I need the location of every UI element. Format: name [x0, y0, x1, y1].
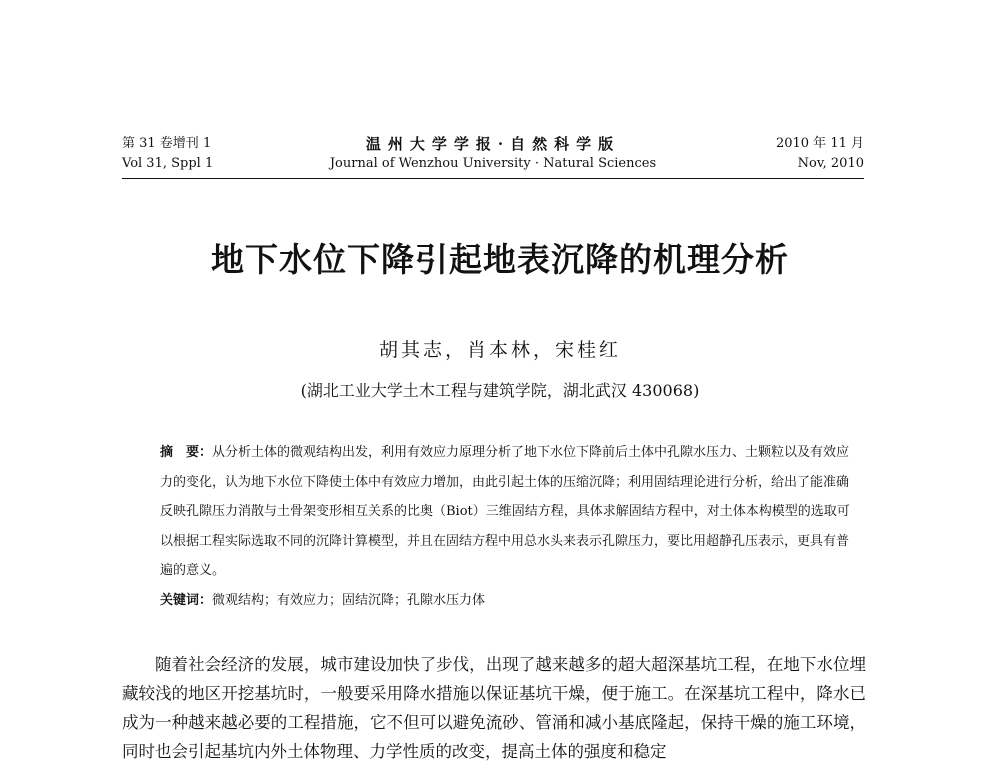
volume-en: Vol 31, Sppl 1: [122, 156, 214, 171]
author-list: 胡其志，肖本林，宋桂红: [378, 339, 621, 361]
abstract-paragraph: [160, 438, 860, 586]
author-affiliation: (湖北工业大学土木工程与建筑学院，湖北武汉 430068): [300, 381, 700, 400]
journal-name-en: Journal of Wenzhou University · Natural Sciences: [329, 156, 657, 171]
keywords-paragraph: [160, 586, 860, 616]
volume-cn: 第 31 卷增刊 1: [122, 136, 212, 151]
journal-name: [122, 134, 864, 174]
keywords-text: 微观结构；有效应力；固结沉降；孔隙水压力体: [212, 592, 486, 608]
date-en: Nov, 2010: [797, 156, 864, 171]
date-cn: 2010 年 11 月: [775, 136, 864, 151]
paper-title: 地下水位下降引起地表沉降的机理分析: [211, 240, 789, 279]
body-text: [122, 650, 866, 766]
keywords-label: 关键词：: [160, 592, 213, 608]
abstract-section: [160, 438, 860, 616]
journal-name-cn: 温州大学学报·自然科学版: [365, 135, 621, 153]
running-header: [122, 134, 864, 178]
abstract-label: 摘 要：: [160, 445, 213, 460]
issue-date: [776, 134, 864, 174]
body-paragraph: 随着社会经济的发展，城市建设加快了步伐，出现了越来越多的超大超深基坑工程，在地下水位埋藏较浅的地区开挖基坑时，一般要采用降水措施以保证基坑干燥，便于施工。在深基坑工程中，降水已成为一种越来越必要的工程措施，它不但可以避免流砂、管涌和减小基底隆起，保持干燥的施工环境，同时也会引起基坑内外土体物理、力学性质的改变，提高土体的强度和稳定: [122, 655, 866, 761]
header-rule: [122, 178, 864, 179]
abstract-text: 从分析土体的微观结构出发，利用有效应力原理分析了地下水位下降前后土体中孔隙水压力、土颗粒以及有效应力的变化，认为地下水位下降使土体中有效应力增加，由此引起土体的压缩沉降；利用固结理论进行分析，给出了能准确反映孔隙压力消散与土骨架变形相互关系的比奥（Biot）三维固结方程，具体求解固结方程中，对土体本构模型的选取可以根据工程实际选取不同的沉降计算模型，并且在固结方程中用总水头来表示孔隙压力，要比用超静孔压表示，更具有普遍的意义。: [160, 445, 850, 579]
